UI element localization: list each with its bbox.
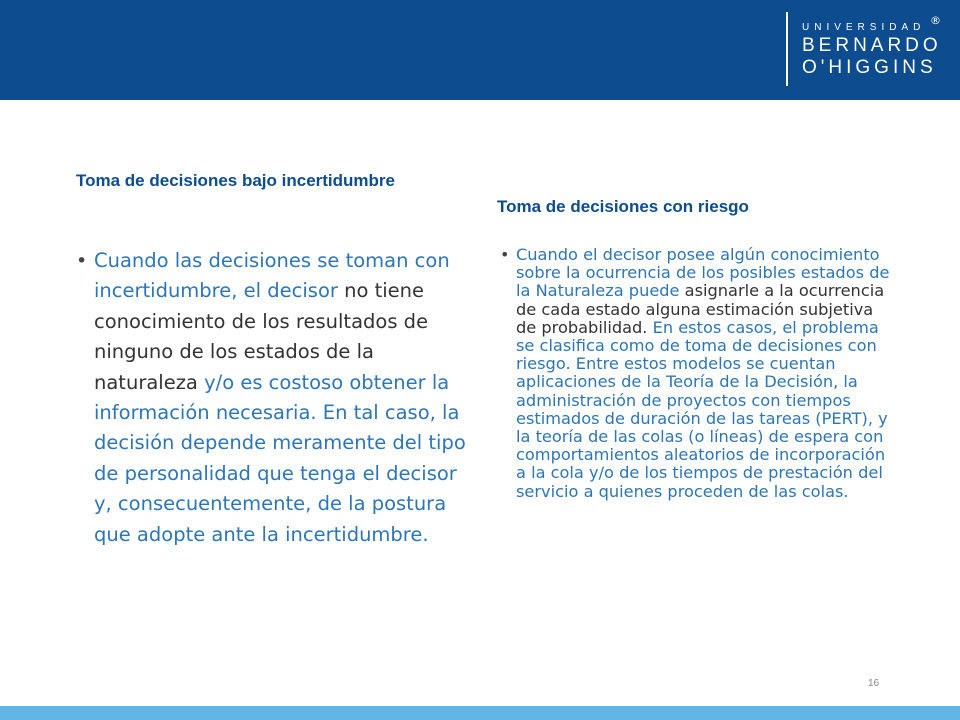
right-bullet-text-part2: asignarle a la ocurrencia de cada estado alguna estimación subjetiva de probabilidad. bbox=[516, 281, 885, 337]
left-bullet-text-part4: necesaria. En tal caso, la decisión depende meramente del tipo de personalidad que tenga el decisor y, consecuentemente, de la postura que adopte ante la incertidumbre. bbox=[94, 401, 466, 546]
logo-text-universidad: UNIVERSIDAD bbox=[802, 22, 926, 33]
bullet-icon: • bbox=[500, 245, 510, 264]
right-bullet-text-part1: Cuando el decisor posee algún conocimiento sobre la ocurrencia de los posibles estados de la Naturaleza puede bbox=[516, 245, 890, 301]
page-number: 16 bbox=[868, 678, 880, 689]
left-bullet-text-part3: y/o es costoso obtener la información bbox=[94, 370, 450, 425]
university-logo bbox=[780, 10, 950, 90]
header-bar bbox=[0, 0, 960, 100]
right-column-title: Toma de decisiones con riesgo bbox=[497, 197, 749, 216]
right-bullet-text-part3: En estos casos, el problema se clasifica como de toma de decisiones con riesgo. Entre bbox=[516, 317, 879, 374]
bullet-icon: • bbox=[76, 250, 88, 272]
left-bullet-text-part2: no tiene conocimiento de los resultados de ninguno de los estados de la naturaleza bbox=[94, 279, 429, 394]
registered-mark-icon: ® bbox=[930, 14, 941, 27]
left-column-list bbox=[76, 246, 466, 550]
left-column-title: Toma de decisiones bajo incertidumbre bbox=[76, 171, 395, 190]
right-bullet-item bbox=[500, 245, 890, 501]
left-bullet-item bbox=[76, 246, 466, 550]
right-column-list bbox=[500, 245, 890, 501]
logo-text-ohiggins: O'HIGGINS bbox=[802, 57, 937, 78]
right-bullet-text-part4: estos modelos se cuentan aplicaciones de la Teoría de la Decisión, la administración de proyectos con tiempos estimados de duración de las tareas (PERT), y la teoría de las colas (o líneas) de espera con comportamientos aleatorios de incorporación a la cola y/o de los tiempos de prestación del servicio a quienes proceden de las colas. bbox=[516, 354, 888, 501]
left-bullet-text-part1: Cuando las decisiones se toman con incertidumbre, el decisor bbox=[94, 249, 450, 303]
logo-text-bernardo: BERNARDO bbox=[802, 35, 942, 56]
logo-divider bbox=[786, 12, 788, 86]
bottom-bar bbox=[0, 706, 960, 720]
